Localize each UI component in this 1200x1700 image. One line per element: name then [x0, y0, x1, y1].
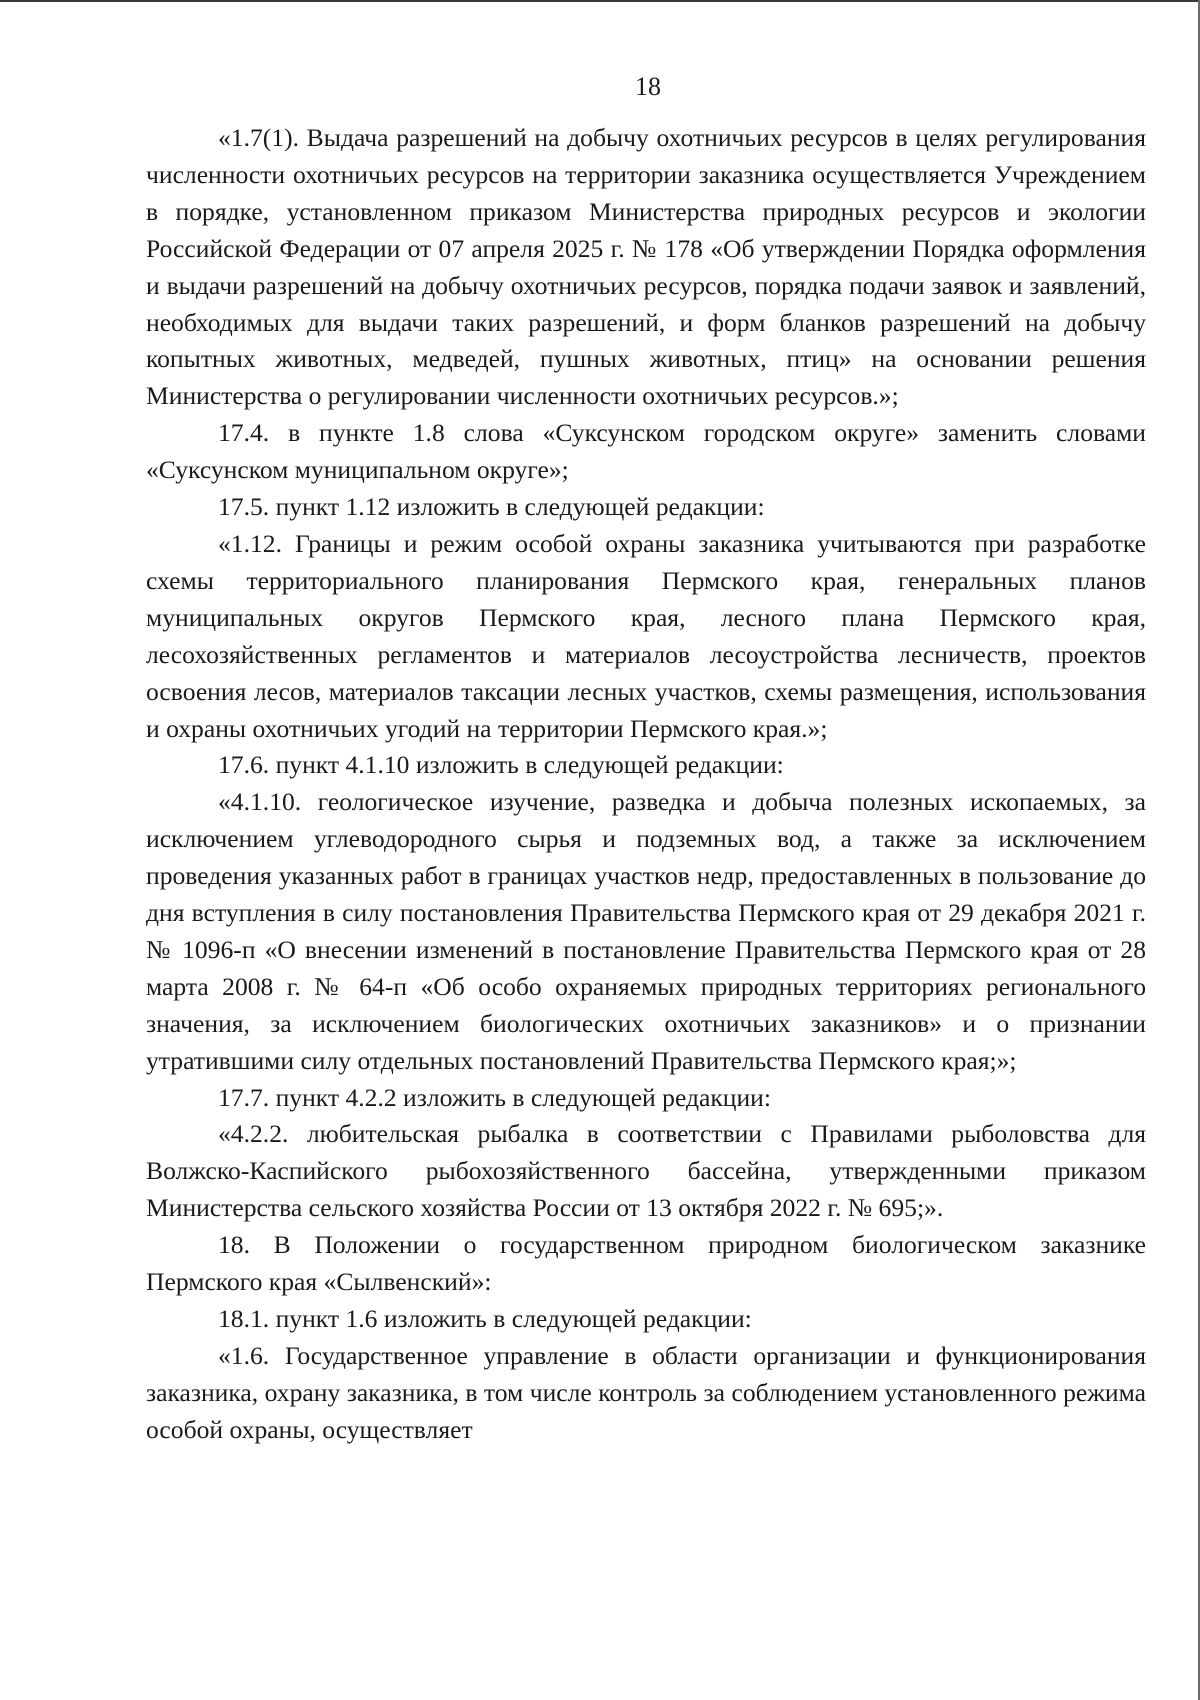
paragraph-4-1-10: «4.1.10. геологическое изучение, разведка и добыча полезных ископаемых, за исключением углеводородного сырья и подземных вод, а также за исключением проведения указанных работ в границах участков недр, предоставленных в пользование до дня вступления в силу постановления Правительства Пермского края от 29 декабря 2021 г. № 1096-п «О внесении изменений в постановление Правительства Пермского края от 28 марта 2008 г. № 64-п «Об особо охраняемых природных территориях регионального значения, за исключением биологических охотничьих заказников» и о признании утратившими силу отдельных постановлений Правительства Пермского края;»; — [146, 787, 1146, 1075]
paragraph-1-6: «1.6. Государственное управление в области организации и функционирования заказника, охрану заказника, в том числе контроль за соблюдением установленного режима особой охраны, осуществляет — [146, 1340, 1146, 1444]
paragraph-17-6: 17.6. пункт 4.1.10 изложить в следующей редакции: — [218, 750, 784, 780]
scan-edge-top — [0, 0, 1200, 2]
paragraph-4-2-2: «4.2.2. любительская рыбалка в соответствии с Правилами рыболовства для Волжско-Каспийского рыбохозяйственного бассейна, утвержденными приказом Министерства сельского хозяйства России от 13 октября 2022 г. № 695;». — [146, 1119, 1146, 1223]
paragraph-17-4: 17.4. в пункте 1.8 слова «Суксунском городском округе» заменить словами «Суксунском муниципальном округе»; — [146, 418, 1146, 485]
page-number: 18 — [635, 72, 661, 101]
paragraph-1-7-1: «1.7(1). Выдача разрешений на добычу охотничьих ресурсов в целях регулирования численности охотничьих ресурсов на территории заказника осуществляется Учреждением в порядке, установленном приказом Министерства природных ресурсов и экологии Российской Федерации от 07 апреля 2025 г. № 178 «Об утверждении Порядка оформления и выдачи разрешений на добычу охотничьих ресурсов, порядка подачи заявок и заявлений, необходимых для выдачи таких разрешений, и форм бланков разрешений на добычу копытных животных, медведей, пушных животных, птиц» на основании решения Министерства о регулировании численности охотничьих ресурсов.»; — [146, 123, 1146, 411]
paragraph-17-7: 17.7. пункт 4.2.2 изложить в следующей редакции: — [218, 1082, 771, 1112]
paragraph-17-5: 17.5. пункт 1.12 изложить в следующей редакции: — [218, 492, 765, 522]
paragraph-18: 18. В Положении о государственном природном биологическом заказнике Пермского края «Сылвенский»: — [146, 1230, 1146, 1297]
paragraph-18-1: 18.1. пункт 1.6 изложить в следующей редакции: — [218, 1304, 752, 1333]
paragraph-1-12: «1.12. Границы и режим особой охраны заказника учитываются при разработке схемы территориального планирования Пермского края, генеральных планов муниципальных округов Пермского края, лесного плана Пермского края, лесохозяйственных регламентов и материалов лесоустройства лесничеств, проектов освоения лесов, материалов таксации лесных участков, схемы размещения, использования и охраны охотничьих угодий на территории Пермского края.»; — [146, 528, 1146, 743]
document-body — [146, 120, 1146, 1449]
